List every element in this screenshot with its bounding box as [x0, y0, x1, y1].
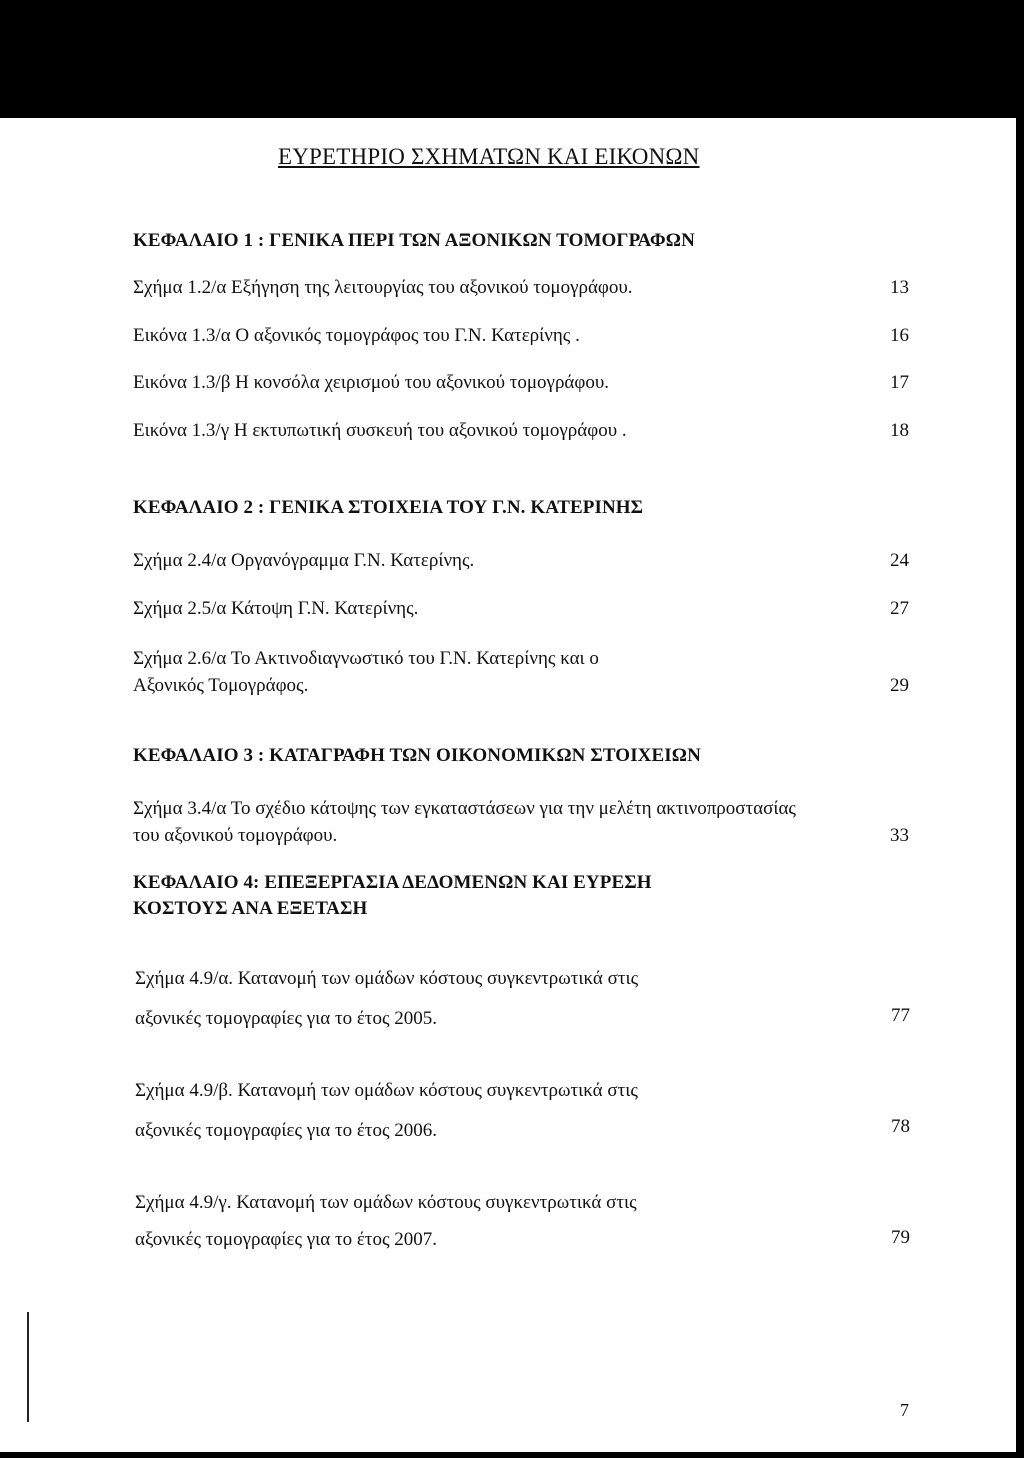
- list-item-text: Εικόνα 1.3/α Ο αξονικός τομογράφος του Γ.Ν. Κατερίνης .: [133, 325, 580, 346]
- list-item-page: 79: [891, 1227, 910, 1248]
- list-item-text-continued: του αξονικού τομογράφου.: [133, 825, 338, 846]
- list-item-page: 33: [890, 825, 909, 846]
- list-item-text: Σχήμα 4.9/β. Κατανομή των ομάδων κόστους συγκεντρωτικά στις: [135, 1080, 638, 1101]
- list-item-page: 29: [890, 675, 909, 696]
- list-item-text: Σχήμα 2.4/α Οργανόγραμμα Γ.Ν. Κατερίνης.: [133, 550, 475, 571]
- list-item-page: 78: [891, 1116, 910, 1137]
- list-item-text: Εικόνα 1.3/γ Η εκτυπωτική συσκευή του αξονικού τομογράφου .: [133, 420, 627, 441]
- list-item-page: 16: [890, 325, 909, 346]
- chapter-4-heading: ΚΕΦΑΛΑΙΟ 4: ΕΠΕΞΕΡΓΑΣΙΑ ΔΕΔΟΜΕΝΩΝ ΚΑΙ ΕΥΡΕΣΗ: [133, 872, 652, 893]
- list-item-text-continued: αξονικές τομογραφίες για το έτος 2006.: [135, 1120, 437, 1141]
- list-item-text-continued: αξονικές τομογραφίες για το έτος 2007.: [135, 1229, 437, 1250]
- page-number: 7: [900, 1400, 909, 1420]
- list-item-page: 24: [890, 550, 909, 571]
- page-title: ΕΥΡΕΤΗΡΙΟ ΣΧΗΜΑΤΩΝ ΚΑΙ ΕΙΚΟΝΩΝ: [278, 144, 700, 169]
- list-item-text: Σχήμα 4.9/γ. Κατανομή των ομάδων κόστους συγκεντρωτικά στις: [135, 1192, 637, 1213]
- list-item-text-continued: αξονικές τομογραφίες για το έτος 2005.: [135, 1008, 437, 1029]
- list-item-text-continued: Αξονικός Τομογράφος.: [133, 675, 309, 696]
- list-item-text: Σχήμα 4.9/α. Κατανομή των ομάδων κόστους συγκεντρωτικά στις: [135, 968, 639, 989]
- chapter-1-heading: ΚΕΦΑΛΑΙΟ 1 : ΓΕΝΙΚΑ ΠΕΡΙ ΤΩΝ ΑΞΟΝΙΚΩΝ ΤΟΜΟΓΡΑΦΩΝ: [133, 230, 695, 251]
- list-item-text: Εικόνα 1.3/β Η κονσόλα χειρισμού του αξονικού τομογράφου.: [133, 372, 610, 393]
- margin-mark: [27, 1312, 29, 1422]
- list-item-page: 27: [890, 598, 909, 619]
- list-item-page: 17: [890, 372, 909, 393]
- list-item-text: Σχήμα 3.4/α Το σχέδιο κάτοψης των εγκαταστάσεων για την μελέτη ακτινοπροστασίας: [133, 798, 796, 819]
- chapter-2-heading: ΚΕΦΑΛΑΙΟ 2 : ΓΕΝΙΚΑ ΣΤΟΙΧΕΙΑ ΤΟΥ Γ.Ν. ΚΑΤΕΡΙΝΗΣ: [133, 497, 644, 518]
- chapter-3-heading: ΚΕΦΑΛΑΙΟ 3 : ΚΑΤΑΓΡΑΦΗ ΤΩΝ ΟΙΚΟΝΟΜΙΚΩΝ ΣΤΟΙΧΕΙΩΝ: [133, 745, 701, 766]
- scan-right-border: [1016, 0, 1024, 1458]
- list-item-page: 77: [891, 1005, 910, 1026]
- scan-bottom-border: [0, 1452, 1024, 1458]
- list-item-text: Σχήμα 2.6/α Το Ακτινοδιαγνωστικό του Γ.Ν. Κατερίνης και ο: [133, 648, 599, 669]
- chapter-4-heading-continued: ΚΟΣΤΟΥΣ ΑΝΑ ΕΞΕΤΑΣΗ: [133, 898, 368, 919]
- scan-top-border: [0, 0, 1024, 118]
- list-item-text: Σχήμα 2.5/α Κάτοψη Γ.Ν. Κατερίνης.: [133, 598, 419, 619]
- list-item-page: 18: [890, 420, 909, 441]
- list-item-page: 13: [890, 277, 909, 298]
- list-item-text: Σχήμα 1.2/α Εξήγηση της λειτουργίας του αξονικού τομογράφου.: [133, 277, 633, 298]
